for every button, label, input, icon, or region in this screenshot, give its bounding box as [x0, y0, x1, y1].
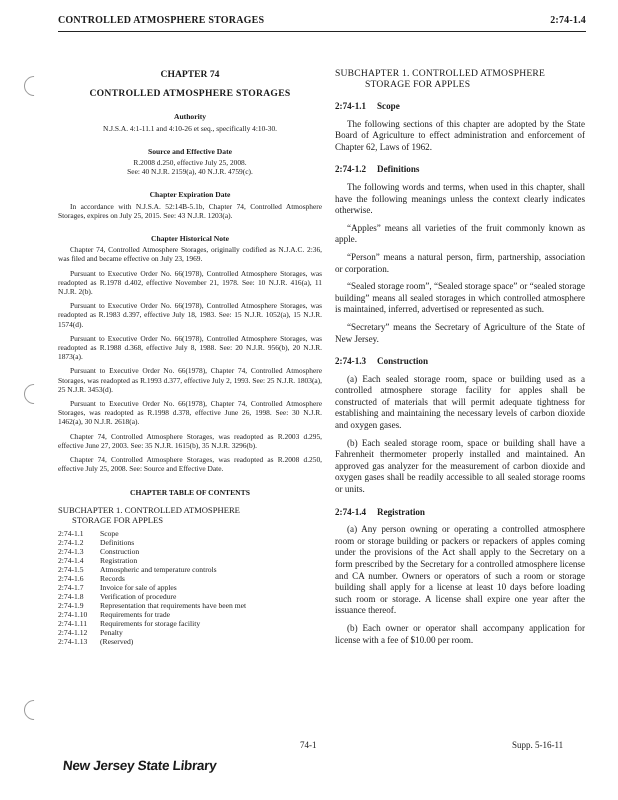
toc-item-number: 2:74-1.3 [58, 546, 84, 556]
historical-note: Pursuant to Executive Order No. 66(1978), Controlled Atmosphere Storages, was readopted as R.1983 d.397, effective July 18, 1983. See: 15 N.J.R. 1052(a), 15 N.J.R. 1574(d). [58, 301, 322, 329]
chapter-number: CHAPTER 74 [160, 69, 220, 80]
expiration-text: In accordance with N.J.S.A. 52:14B-5.1b, Chapter 74, Controlled Atmosphere Storages, expires on July 25, 2015. See: 43 N.J.R. 1203(a). [58, 201, 322, 220]
section-heading [335, 101, 585, 113]
section-title: Definitions [377, 164, 420, 175]
toc-item-title: Scope [100, 528, 119, 538]
toc-item [58, 637, 322, 646]
section-number: 2:74-1.1 [335, 101, 367, 111]
header-section-code: 2:74-1.4 [550, 15, 586, 26]
toc-item [58, 556, 322, 565]
toc-item-title: (Reserved) [100, 636, 134, 646]
historical-note: Chapter 74, Controlled Atmosphere Storages, was readopted as R.2003 d.295, effective June 27, 2003. See: 35 N.J.R. 1615(b), 35 N.J.R. 3296(b). [58, 431, 322, 450]
section-paragraph: The following words and terms, when used in this chapter, shall have the following meanings unless the context clearly indicates otherwise. [335, 181, 585, 216]
toc-item-number: 2:74-1.6 [58, 573, 84, 583]
toc-item-number: 2:74-1.8 [58, 591, 84, 601]
toc-item-title: Verification of procedure [100, 591, 177, 601]
subchapter-heading [335, 68, 585, 90]
section-title: Construction [377, 356, 429, 367]
toc-item-number: 2:74-1.4 [58, 555, 84, 565]
section-heading [335, 164, 585, 176]
library-stamp: New Jersey State Library [62, 758, 218, 773]
section-heading [335, 356, 585, 368]
toc-item [58, 547, 322, 556]
expiration-heading: Chapter Expiration Date [149, 190, 231, 200]
subchapter-heading-line2: STORAGE FOR APPLES [365, 79, 471, 90]
toc-item [58, 592, 322, 601]
historical-heading: Chapter Historical Note [151, 234, 229, 244]
historical-note: Pursuant to Executive Order No. 66(1978), Chapter 74, Controlled Atmosphere Storages, was readopted as R.1998 d.378, effective June 26, 1998. See: 30 N.J.R. 1462(a), 30 N.J.R. 2618(a). [58, 399, 322, 427]
authority-heading: Authority [173, 112, 207, 122]
supplement-date: Supp. 5-16-11 [512, 740, 564, 750]
toc-item-title: Invoice for sale of apples [100, 582, 177, 592]
toc-item-number: 2:74-1.5 [58, 564, 84, 574]
definition-paragraph: “Person” means a natural person, firm, partnership, association or corporation. [335, 251, 585, 274]
subchapter-heading-line1: SUBCHAPTER 1. CONTROLLED ATMOSPHERE [335, 68, 546, 79]
toc-item-title: Requirements for trade [100, 609, 171, 619]
toc-item [58, 610, 322, 619]
toc-item-title: Penalty [100, 627, 123, 637]
header-title: CONTROLLED ATMOSPHERE STORAGES [58, 15, 265, 26]
toc-heading: CHAPTER TABLE OF CONTENTS [130, 487, 250, 497]
toc-list [58, 529, 322, 646]
binder-hole-bottom [20, 696, 48, 724]
toc-item-title: Definitions [100, 537, 135, 547]
toc-item-title: Atmospheric and temperature controls [100, 564, 217, 574]
toc-item [58, 529, 322, 538]
toc-subchapter [58, 505, 322, 525]
toc-item [58, 583, 322, 592]
historical-note: Chapter 74, Controlled Atmosphere Storages, originally codified as N.J.A.C. 2:36, was filed and became effective on July 23, 1969. [58, 245, 322, 264]
toc-item [58, 574, 322, 583]
definition-paragraph: “Sealed storage room”, “Sealed storage space” or “sealed storage building” means all sealed storages in which controlled atmosphere is maintained, inferred, advertised or represented as such. [335, 281, 585, 315]
toc-item-number: 2:74-1.1 [58, 528, 84, 538]
section-number: 2:74-1.4 [335, 506, 367, 517]
binder-hole-top [20, 72, 48, 100]
toc-item-number: 2:74-1.11 [58, 618, 88, 628]
section-heading [335, 507, 585, 519]
definition-paragraph: “Apples” means all varieties of the fruit commonly known as apple. [335, 222, 585, 245]
toc-item [58, 628, 322, 637]
toc-subchapter-line1: SUBCHAPTER 1. CONTROLLED ATMOSPHERE [58, 504, 240, 515]
chapter-title: CONTROLLED ATMOSPHERE STORAGES [89, 88, 291, 100]
toc-item-number: 2:74-1.2 [58, 537, 84, 547]
section-title: Registration [377, 506, 425, 517]
section-paragraph: (a) Any person owning or operating a controlled atmosphere room or storage building or packers or repackers of apples coming under the provisions of the Act shall apply to the Secretary on a form prescribed by the Secretary for a controlled atmosphere license and CA number. Owners or operators of such a room or storage building shall apply for a license at least 10 days before loading such room or storage. A license shall expire one year after the issuance thereof. [335, 524, 585, 616]
source-line: R.2008 d.250, effective July 25, 2008. [133, 158, 247, 168]
authority-text: N.J.S.A. 4:1-11.1 and 4:10-26 et seq., specifically 4:10-30. [103, 123, 277, 133]
historical-note: Pursuant to Executive Order No. 66(1978), Controlled Atmosphere Storages, was readopted as R.1988 d.368, effective July 8, 1988. See: 20 N.J.R. 956(b), 20 N.J.R. 1873(a). [58, 333, 322, 362]
toc-item-number: 2:74-1.7 [58, 582, 84, 592]
toc-item-title: Representation that requirements have been met [100, 600, 247, 610]
binder-hole-middle [20, 380, 48, 408]
section-paragraph: (b) Each sealed storage room, space or building shall have a Fahrenheit thermometer properly installed and maintained. An approved gas analyzer for the measurement of carbon dioxide and oxygen gases shall be readily accessible to all sealed storage rooms or units. [335, 437, 585, 495]
toc-item-title: Requirements for storage facility [100, 618, 201, 628]
historical-note: Chapter 74, Controlled Atmosphere Storages, was readopted as R.2008 d.250, effective July 25, 2008. See: Source and Effective Date. [58, 455, 322, 474]
toc-item-title: Construction [100, 546, 140, 556]
toc-item-number: 2:74-1.12 [58, 627, 88, 637]
source-heading: Source and Effective Date [147, 146, 232, 156]
definition-paragraph: “Secretary” means the Secretary of Agriculture of the State of New Jersey. [335, 321, 585, 344]
section-title: Scope [377, 101, 400, 111]
toc-item-number: 2:74-1.13 [58, 636, 88, 646]
historical-note: Pursuant to Executive Order No. 66(1978), Controlled Atmosphere Storages, was readopted as R.1978 d.402, effective November 21, 1978. See: 10 N.J.R. 416(a), 11 N.J.R. 2(b). [58, 268, 322, 297]
toc-item-title: Records [100, 573, 125, 583]
toc-item-number: 2:74-1.10 [58, 609, 88, 619]
historical-note: Pursuant to Executive Order No. 66(1978), Chapter 74, Controlled Atmosphere Storages, was readopted as R.1993 d.377, effective July 2, 1993. See: 25 N.J.R. 1803(a), 25 N.J.R. 3453(d). [58, 366, 322, 394]
right-column [335, 68, 585, 646]
toc-item-number: 2:74-1.9 [58, 600, 84, 610]
section-paragraph: (b) Each owner or operator shall accompany application for license with a fee of $10.00 per room. [335, 622, 585, 645]
page-number: 74-1 [300, 740, 317, 750]
section-number: 2:74-1.3 [335, 356, 367, 367]
toc-subchapter-line2: STORAGE FOR APPLES [72, 514, 164, 525]
section-paragraph: The following sections of this chapter are adopted by the State Board of Agriculture to effect administration and enforcement of Chapter 62, Laws of 1962. [335, 118, 585, 152]
section-number: 2:74-1.2 [335, 164, 367, 175]
source-line: See: 40 N.J.R. 2159(a), 40 N.J.R. 4759(c). [127, 167, 253, 177]
toc-item [58, 565, 322, 574]
left-column [58, 62, 322, 646]
toc-item-title: Registration [100, 555, 138, 565]
toc-item [58, 601, 322, 610]
toc-item [58, 619, 322, 628]
running-header [58, 11, 586, 32]
section-paragraph: (a) Each sealed storage room, space or building used as a controlled atmosphere storage facility for apples shall be constructed of materials that will permit adequate tightness for establishing and maintaining the necessary levels of carbon dioxide and oxygen gases. [335, 373, 585, 431]
toc-item [58, 538, 322, 547]
